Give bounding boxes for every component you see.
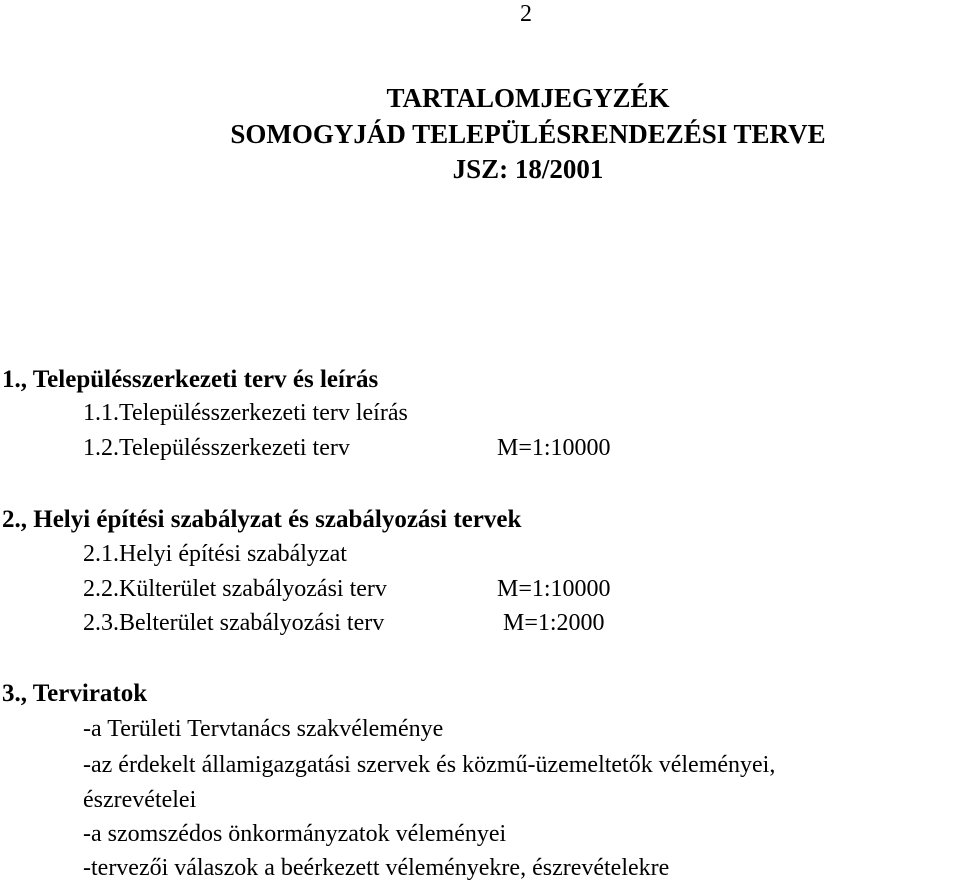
toc-item-1-1: 1.1.Településszerkezeti terv leírás <box>83 400 408 426</box>
page-number: 2 <box>520 1 532 27</box>
document-reference: JSZ: 18/2001 <box>452 154 604 184</box>
toc-item-2-2-scale: M=1:10000 <box>497 576 611 602</box>
document-subtitle: SOMOGYJÁD TELEPÜLÉSRENDEZÉSI TERVE <box>230 119 826 149</box>
document-list-item: -a szomszédos önkormányzatok véleményei <box>83 821 507 847</box>
document-list-item: -az érdekelt államigazgatási szervek és közmű-üzemeltetők véleményei, <box>83 752 776 778</box>
document-title: TARTALOMJEGYZÉK <box>386 83 670 113</box>
section-1-heading: 1., Településszerkezeti terv és leírás <box>2 366 379 393</box>
section-3-heading: 3., Terviratok <box>2 680 148 707</box>
toc-item-1-2-scale: M=1:10000 <box>497 435 611 461</box>
document-list-item-continuation: észrevételei <box>83 787 197 813</box>
toc-item-2-3-scale: M=1:2000 <box>503 610 605 636</box>
toc-item-2-1: 2.1.Helyi építési szabályzat <box>83 541 347 567</box>
document-list-item: -a Területi Tervtanács szakvéleménye <box>83 716 444 742</box>
toc-item-2-3: 2.3.Belterület szabályozási terv <box>83 610 385 636</box>
section-2-heading: 2., Helyi építési szabályzat és szabályozási tervek <box>2 506 522 533</box>
document-list-item: -tervezői válaszok a beérkezett véleményekre, észrevételekre <box>83 855 670 881</box>
toc-item-1-2: 1.2.Településszerkezeti terv <box>83 435 350 461</box>
toc-item-2-2: 2.2.Külterület szabályozási terv <box>83 576 387 602</box>
